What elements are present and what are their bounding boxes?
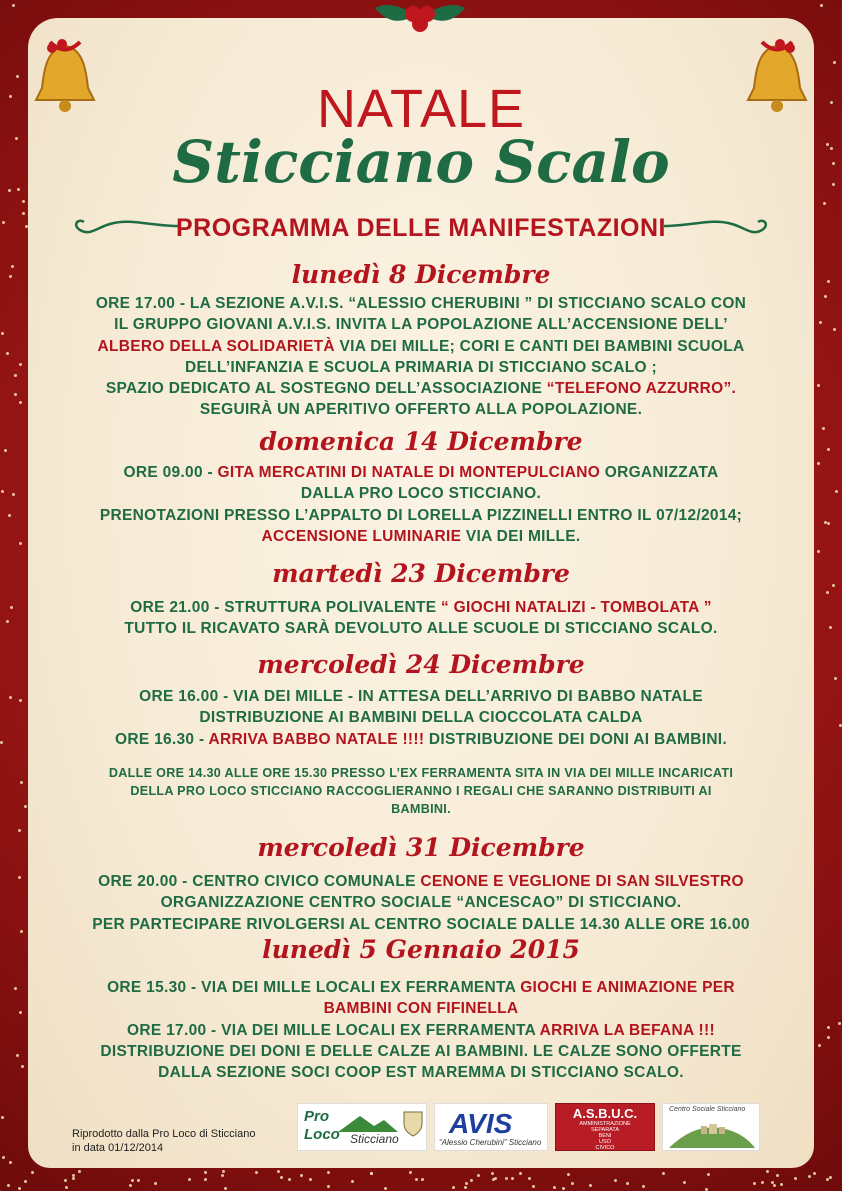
event-text: ORE 16.30 - — [114, 730, 209, 748]
event-line — [60, 399, 782, 420]
sparkle — [820, 4, 823, 7]
highlight-text: “ GIOCHI NATALIZI - TOMBOLATA ” — [441, 599, 712, 616]
sparkle — [766, 1170, 769, 1173]
centro-sociale-logo — [662, 1103, 760, 1151]
event-description — [60, 462, 782, 547]
sparkle — [808, 1175, 811, 1178]
sparkle — [24, 805, 27, 808]
event-description — [60, 686, 782, 750]
event-line — [60, 357, 782, 378]
event-text: VIA DEI MILLE. — [461, 527, 581, 545]
event-day-title: lunedì 5 Gennaio 2015 — [262, 935, 580, 964]
asbuc-subtext: SEPARATA — [590, 1127, 620, 1133]
sparkle — [154, 1182, 157, 1185]
sparkle — [300, 1174, 303, 1177]
event-day-title: domenica 14 Dicembre — [259, 427, 583, 456]
highlight-text: ACCENSIONE LUMINARIE — [261, 527, 462, 545]
sparkle — [131, 1179, 134, 1182]
sparkle — [351, 1180, 354, 1183]
sparkle — [129, 1184, 132, 1187]
event-text: ORE 09.00 - — [123, 464, 218, 481]
sparkle — [309, 1178, 312, 1181]
event-text: ORGANIZZATA — [600, 464, 719, 481]
highlight-text: CENONE E VEGLIONE DI SAN SILVESTRO — [420, 873, 744, 890]
sparkle — [817, 384, 820, 387]
event-text: DISTRIBUZIONE DEI DONI E DELLE CALZE AI BAMBINI. LE CALZE SONO OFFERTE — [100, 1042, 742, 1060]
event-text: ORE 20.00 - CENTRO CIVICO COMUNALE — [98, 873, 421, 890]
sparkle — [835, 490, 838, 493]
event-line — [60, 1020, 782, 1041]
footer-note-line: Riprodotto dalla Pro Loco di Sticciano — [72, 1128, 256, 1140]
event-line — [60, 1062, 782, 1083]
sparkle — [1, 332, 4, 335]
sparkle — [64, 1179, 67, 1182]
flourish-right-icon — [662, 214, 782, 238]
sparkle — [642, 1185, 645, 1188]
sparkle — [838, 1022, 841, 1025]
sparkle — [705, 1188, 708, 1191]
event-text: ORE 21.00 - STRUTTURA POLIVALENTE — [130, 599, 441, 616]
event-description — [60, 977, 782, 1083]
proloco-text: Loco — [304, 1126, 340, 1143]
event-text: IL GRUPPO GIOVANI A.V.I.S. INVITA LA POPOLAZIONE ALL’ACCENSIONE DELL’ — [114, 316, 728, 334]
sparkle — [553, 1186, 556, 1189]
centro-text: Centro Sociale Sticciano — [669, 1106, 746, 1113]
highlight-text: GIOCHI E ANIMAZIONE PER — [520, 979, 735, 996]
event-text: ORE 17.00 - VIA DEI MILLE LOCALI EX FERRAMENTA — [127, 1021, 540, 1039]
sparkle — [72, 1174, 75, 1177]
event-line — [60, 914, 782, 935]
event-line — [60, 618, 782, 639]
event-line — [60, 998, 782, 1019]
sparkle — [532, 1185, 535, 1188]
village-hill-icon — [669, 1118, 755, 1148]
sparkle — [780, 1183, 783, 1186]
highlight-text: ARRIVA BABBO NATALE !!!! — [208, 730, 425, 748]
sparkle — [707, 1173, 710, 1176]
sparkle — [491, 1172, 494, 1175]
sparkle — [188, 1178, 191, 1181]
event-text: PER PARTECIPARE RIVOLGERSI AL CENTRO SOCIALE DALLE 14.30 ALLE ORE 16.00 — [92, 915, 750, 933]
event-text: SEGUIRÀ UN APERITIVO OFFERTO ALLA POPOLAZIONE. — [199, 401, 643, 419]
event-line — [60, 293, 782, 314]
event-text: DISTRIBUZIONE AI BAMBINI DELLA CIOCCOLATA CALDA — [199, 709, 643, 727]
sparkle — [571, 1182, 574, 1185]
sparkle — [327, 1185, 330, 1188]
sparkle — [1, 490, 4, 493]
event-note — [60, 764, 782, 818]
sparkle — [24, 1180, 27, 1183]
event-text: DALLA PRO LOCO STICCIANO. — [300, 485, 542, 503]
sparkle — [773, 1184, 776, 1187]
event-note-line: DELLA PRO LOCO STICCIANO RACCOGLIERANNO I REGALI CHE SARANNO DISTRIBUITI AI — [130, 784, 712, 798]
event-note-line: BAMBINI. — [391, 802, 451, 816]
sparkle — [827, 522, 830, 525]
event-day-title: lunedì 8 Dicembre — [291, 260, 551, 289]
sparkle — [464, 1186, 467, 1189]
avis-text: AVIS — [449, 1108, 513, 1139]
event-line — [60, 314, 782, 335]
avis-subtext: “Alessio Cherubini” Sticciano — [439, 1138, 542, 1147]
coat-of-arms-icon — [402, 1110, 424, 1138]
event-text: VIA DEI MILLE; CORI E CANTI DEI BAMBINI SCUOLA — [334, 337, 745, 355]
sparkle — [14, 987, 17, 990]
event-text: PRENOTAZIONI PRESSO L’APPALTO DI LORELLA PIZZINELLI ENTRO IL 07/12/2014; — [99, 506, 743, 524]
event-day-title: martedì 23 Dicembre — [272, 559, 570, 588]
sparkle — [819, 321, 822, 324]
sparkle — [277, 1170, 280, 1173]
sparkle — [2, 1156, 5, 1159]
sparkle — [477, 1174, 480, 1177]
asbuc-logo — [555, 1103, 655, 1151]
sparkle — [589, 1184, 592, 1187]
event-line — [60, 686, 782, 707]
sparkle — [10, 606, 13, 609]
sparkle — [204, 1178, 207, 1181]
sparkle — [0, 741, 3, 744]
asbuc-subtext: BENI — [598, 1133, 612, 1139]
tree-icon — [338, 1110, 398, 1134]
highlight-text: ARRIVA LA BEFANA !!! — [539, 1021, 715, 1039]
event-text: DISTRIBUZIONE DEI DONI AI BAMBINI. — [424, 730, 728, 748]
sparkle — [204, 1171, 207, 1174]
event-note-line: DALLE ORE 14.30 ALLE ORE 15.30 PRESSO L’EX FERRAMENTA SITA IN VIA DEI MILLE INCARICATI — [108, 766, 734, 780]
sparkle — [409, 1171, 412, 1174]
event-line — [60, 729, 782, 750]
sparkle — [626, 1182, 629, 1185]
sparkle — [8, 514, 11, 517]
sparkle — [776, 1174, 779, 1177]
event-text: DELL’INFANZIA E SCUOLA PRIMARIA DI STICCIANO SCALO ; — [185, 358, 657, 376]
event-line — [60, 336, 782, 357]
avis-logo — [434, 1103, 548, 1151]
proloco-text: Sticciano — [350, 1132, 399, 1146]
sparkle — [14, 374, 17, 377]
asbuc-subtext: CIVICO — [595, 1145, 615, 1151]
sparkle — [21, 1065, 24, 1068]
sparkle — [327, 1171, 330, 1174]
sparkle — [16, 1054, 19, 1057]
sparkle — [826, 591, 829, 594]
sparkle — [7, 1184, 10, 1187]
event-text: ORE 16.00 - VIA DEI MILLE - IN ATTESA DELL’ARRIVO DI BABBO NATALE — [139, 688, 703, 705]
title-town: Sticciano Scalo — [172, 128, 670, 196]
sparkle — [224, 1187, 227, 1190]
event-line — [60, 707, 782, 728]
sparkle — [465, 1182, 468, 1185]
event-text: TUTTO IL RICAVATO SARÀ DEVOLUTO ALLE SCUOLE DI STICCIANO SCALO. — [124, 620, 718, 638]
event-line — [60, 597, 782, 618]
sparkle — [137, 1179, 140, 1182]
event-line — [60, 977, 782, 998]
sparkle — [12, 493, 15, 496]
event-line — [60, 526, 782, 547]
event-line — [60, 505, 782, 526]
event-day-title: mercoledì 31 Dicembre — [257, 833, 585, 862]
sparkle — [421, 1178, 424, 1181]
sparkle — [470, 1179, 473, 1182]
sparkle — [817, 462, 820, 465]
sparkle — [18, 876, 21, 879]
event-line — [60, 871, 782, 892]
sparkle — [492, 1178, 495, 1181]
sparkle — [221, 1174, 224, 1177]
event-line — [60, 483, 782, 504]
sparkle — [19, 363, 22, 366]
sparkle — [19, 542, 22, 545]
sparkle — [824, 295, 827, 298]
event-line — [60, 1041, 782, 1062]
sparkle — [370, 1172, 373, 1175]
sparkle — [255, 1171, 258, 1174]
asbuc-text: A.S.B.U.C. — [572, 1106, 638, 1121]
event-text: ORE 15.30 - VIA DEI MILLE LOCALI EX FERRAMENTA — [107, 979, 521, 996]
event-line — [60, 462, 782, 483]
highlight-text: ALBERO DELLA SOLIDARIETÀ — [97, 337, 335, 355]
sparkle — [1, 1116, 4, 1119]
asbuc-subtext: AMMINISTRAZIONE — [579, 1121, 631, 1127]
highlight-text: GITA MERCATINI DI NATALE DI MONTEPULCIANO — [217, 464, 601, 481]
sparkle — [662, 1172, 665, 1175]
sparkle — [452, 1186, 455, 1189]
highlight-text: “TELEFONO AZZURRO”. — [546, 380, 737, 398]
sparkle — [614, 1179, 617, 1182]
sparkle — [562, 1187, 565, 1190]
sparkle — [827, 1036, 830, 1039]
event-day-title: mercoledì 24 Dicembre — [257, 650, 585, 679]
title-natale: NATALE — [316, 79, 526, 139]
event-text: SPAZIO DEDICATO AL SOSTEGNO DELL’ASSOCIAZIONE — [105, 380, 547, 398]
subtitle: PROGRAMMA DELLE MANIFESTAZIONI — [176, 214, 666, 242]
sparkle — [567, 1173, 570, 1176]
sparkle — [19, 401, 22, 404]
highlight-text: BAMBINI CON FIFINELLA — [323, 1000, 519, 1018]
sparkle — [761, 1181, 764, 1184]
sparkle — [753, 1182, 756, 1185]
sparkle — [505, 1177, 508, 1180]
sparkle — [817, 550, 820, 553]
sparkle — [12, 4, 15, 7]
sparkle — [9, 1161, 12, 1164]
sparkle — [280, 1176, 283, 1179]
sparkle — [827, 1026, 830, 1029]
asbuc-subtext: USO — [599, 1139, 611, 1145]
sparkle — [20, 781, 23, 784]
event-description — [60, 871, 782, 935]
sparkle — [6, 620, 9, 623]
sparkle — [511, 1177, 514, 1180]
sparkle — [19, 699, 22, 702]
sparkle — [519, 1172, 522, 1175]
sparkle — [65, 1186, 68, 1189]
sparkle — [829, 626, 832, 629]
sparkle — [18, 1187, 21, 1190]
sparkle — [18, 829, 21, 832]
sparkle — [794, 1177, 797, 1180]
event-text: DALLA SEZIONE SOCI COOP EST MAREMMA DI STICCIANO SCALO. — [158, 1064, 684, 1082]
sparkle — [22, 200, 25, 203]
sparkle — [833, 61, 836, 64]
sparkle — [31, 1171, 34, 1174]
sparkle — [829, 1176, 832, 1179]
footer-note — [72, 1127, 255, 1155]
proloco-text: Pro — [304, 1108, 330, 1125]
sparkle — [384, 1187, 387, 1190]
event-description — [60, 597, 782, 640]
holly-decoration-icon — [355, 0, 485, 40]
event-text: ORE 17.00 - LA SEZIONE A.V.I.S. “ALESSIO CHERUBINI ” DI STICCIANO SCALO CON — [95, 295, 747, 312]
sparkle — [818, 1044, 821, 1047]
event-line — [60, 892, 782, 913]
event-text: ORGANIZZAZIONE CENTRO SOCIALE “ANCESCAO” DI STICCIANO. — [160, 894, 682, 912]
sparkle — [813, 1172, 816, 1175]
sparkle — [20, 930, 23, 933]
event-description — [60, 293, 782, 421]
sparkle — [19, 1011, 22, 1014]
sparkle — [823, 202, 826, 205]
sparkle — [833, 328, 836, 331]
sparkle — [78, 1170, 81, 1173]
sparkle — [288, 1178, 291, 1181]
event-line — [60, 378, 782, 399]
proloco-logo — [297, 1103, 427, 1151]
sparkle — [72, 1177, 75, 1180]
sparkle — [528, 1177, 531, 1180]
sparkle — [222, 1170, 225, 1173]
sparkle — [14, 393, 17, 396]
footer-note-line: in data 01/12/2014 — [72, 1142, 164, 1154]
sparkle — [6, 352, 9, 355]
sparkle — [9, 696, 12, 699]
sparkle — [415, 1178, 418, 1181]
sparkle — [683, 1181, 686, 1184]
